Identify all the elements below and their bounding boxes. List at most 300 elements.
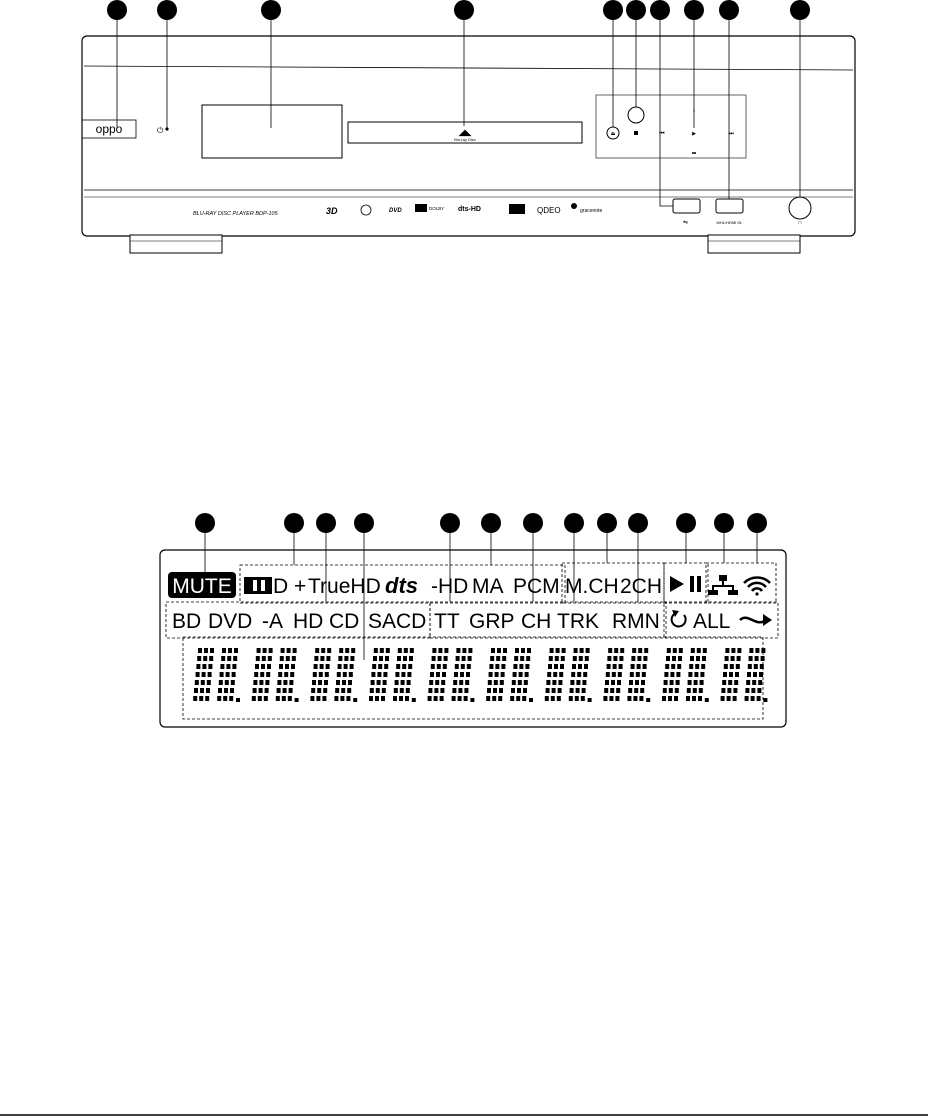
matrix-dot xyxy=(264,696,268,701)
matrix-dot xyxy=(637,664,641,669)
usb-port[interactable] xyxy=(673,199,700,213)
matrix-dot xyxy=(209,656,213,661)
matrix-dot xyxy=(196,672,200,677)
matrix-dot xyxy=(736,664,740,669)
matrix-dot xyxy=(207,680,211,685)
headphone-icon: ∩ xyxy=(797,220,803,226)
matrix-dot xyxy=(511,688,515,693)
matrix-dot xyxy=(643,664,647,669)
matrix-dot xyxy=(576,688,580,693)
matrix-dot xyxy=(289,688,293,693)
matrix-dot xyxy=(376,688,380,693)
matrix-dot xyxy=(751,688,755,693)
matrix-dot xyxy=(314,656,318,661)
matrix-dot xyxy=(382,688,386,693)
matrix-dot xyxy=(373,656,377,661)
matrix-dot xyxy=(730,664,734,669)
matrix-dot xyxy=(570,688,574,693)
matrix-dot xyxy=(400,688,404,693)
matrix-dot xyxy=(520,656,524,661)
matrix-dot xyxy=(619,656,623,661)
matrix-dot xyxy=(311,688,315,693)
matrix-dot xyxy=(230,688,234,693)
matrix-dot xyxy=(287,648,291,653)
matrix-dot xyxy=(604,688,608,693)
matrix-dot xyxy=(735,672,739,677)
matrix-dot xyxy=(198,648,202,653)
matrix-dot xyxy=(384,664,388,669)
matrix-dot xyxy=(746,680,750,685)
matrix-dot xyxy=(678,656,682,661)
matrix-dot xyxy=(227,656,231,661)
matrix-dot xyxy=(586,648,590,653)
matrix-dot xyxy=(322,696,326,701)
matrix-dot xyxy=(760,664,764,669)
matrix-dot xyxy=(628,688,632,693)
matrix-dot xyxy=(278,672,282,677)
matrix-dot xyxy=(344,664,348,669)
matrix-dot xyxy=(664,672,668,677)
eject-icon: ⏏ xyxy=(610,131,616,137)
matrix-dot xyxy=(725,656,729,661)
matrix-dot xyxy=(577,672,581,677)
matrix-dot xyxy=(210,648,214,653)
matrix-dot xyxy=(521,648,525,653)
matrix-dot xyxy=(455,664,459,669)
matrix-dot xyxy=(638,648,642,653)
matrix-dot xyxy=(319,672,323,677)
matrix-dot xyxy=(280,656,284,661)
decimal-dot xyxy=(353,698,357,702)
matrix-dot xyxy=(495,672,499,677)
matrix-dot xyxy=(610,688,614,693)
mute-indicator: MUTE xyxy=(172,575,232,598)
matrix-dot xyxy=(663,688,667,693)
matrix-dot xyxy=(607,664,611,669)
matrix-dot xyxy=(326,664,330,669)
matrix-dot xyxy=(731,648,735,653)
matrix-dot xyxy=(488,680,492,685)
matrix-dot xyxy=(324,680,328,685)
matrix-dot xyxy=(748,664,752,669)
matrix-dot xyxy=(688,672,692,677)
matrix-dot xyxy=(401,672,405,677)
matrix-dot xyxy=(518,680,522,685)
matrix-dot xyxy=(428,688,432,693)
logo-dolby xyxy=(415,204,427,212)
matrix-dot xyxy=(644,648,648,653)
matrix-dot xyxy=(549,656,553,661)
matrix-dot xyxy=(252,696,256,701)
matrix-dot xyxy=(690,656,694,661)
matrix-dot xyxy=(256,656,260,661)
matrix-dot xyxy=(571,672,575,677)
matrix-dot xyxy=(226,672,230,677)
matrix-dot xyxy=(220,664,224,669)
matrix-dot xyxy=(217,696,221,701)
front-display-window xyxy=(202,105,342,158)
matrix-dot xyxy=(555,656,559,661)
matrix-dot xyxy=(432,648,436,653)
matrix-dot xyxy=(670,672,674,677)
matrix-dot xyxy=(265,680,269,685)
matrix-dot xyxy=(434,696,438,701)
matrix-dot xyxy=(493,688,497,693)
multichannel-indicator: M.CH xyxy=(565,575,619,598)
matrix-dot xyxy=(723,672,727,677)
matrix-dot xyxy=(434,688,438,693)
matrix-dot xyxy=(346,696,350,701)
matrix-dot xyxy=(721,688,725,693)
matrix-dot xyxy=(745,688,749,693)
matrix-dot xyxy=(291,664,295,669)
matrix-dot xyxy=(490,656,494,661)
matrix-dot xyxy=(523,688,527,693)
matrix-dot xyxy=(195,680,199,685)
matrix-dot xyxy=(548,664,552,669)
matrix-dot xyxy=(700,680,704,685)
matrix-dot xyxy=(371,672,375,677)
matrix-dot xyxy=(317,688,321,693)
matrix-dot xyxy=(409,656,413,661)
matrix-dot xyxy=(371,680,375,685)
matrix-dot xyxy=(410,648,414,653)
dvd-audio-suffix: -A xyxy=(262,610,283,633)
matrix-dot xyxy=(399,696,403,701)
matrix-dot xyxy=(513,664,517,669)
matrix-dot xyxy=(627,696,631,701)
matrix-dot xyxy=(466,672,470,677)
ma-indicator: MA xyxy=(472,575,504,598)
matrix-dot xyxy=(386,648,390,653)
matrix-dot xyxy=(673,648,677,653)
matrix-dot xyxy=(255,664,259,669)
matrix-dot xyxy=(197,656,201,661)
matrix-dot xyxy=(578,664,582,669)
matrix-dot xyxy=(641,680,645,685)
matrix-dot xyxy=(556,648,560,653)
matrix-dot xyxy=(226,664,230,669)
play-icon[interactable]: ▶ xyxy=(692,131,696,137)
decimal-dot xyxy=(705,698,709,702)
matrix-dot xyxy=(558,688,562,693)
matrix-dot xyxy=(444,648,448,653)
matrix-dot xyxy=(193,696,197,701)
matrix-dot xyxy=(268,656,272,661)
matrix-dot xyxy=(668,696,672,701)
matrix-dot xyxy=(629,680,633,685)
matrix-dot xyxy=(697,648,701,653)
matrix-dot xyxy=(516,696,520,701)
matrix-dot xyxy=(753,672,757,677)
matrix-dot xyxy=(381,696,385,701)
matrix-dot xyxy=(277,680,281,685)
headphone-jack[interactable] xyxy=(789,197,811,219)
matrix-dot xyxy=(501,672,505,677)
matrix-dot xyxy=(456,656,460,661)
next-icon[interactable]: ⏭ xyxy=(728,131,734,137)
matrix-dot xyxy=(725,648,729,653)
matrix-dot xyxy=(208,672,212,677)
matrix-dot xyxy=(465,680,469,685)
matrix-dot xyxy=(383,672,387,677)
decimal-dot xyxy=(763,698,767,702)
matrix-dot xyxy=(569,696,573,701)
matrix-dot xyxy=(282,696,286,701)
matrix-dot xyxy=(222,648,226,653)
matrix-dot xyxy=(576,680,580,685)
matrix-dot xyxy=(560,664,564,669)
matrix-dot xyxy=(757,696,761,701)
matrix-dot xyxy=(611,680,615,685)
brand-logo: oppo xyxy=(95,122,123,136)
matrix-dot xyxy=(259,688,263,693)
matrix-dot xyxy=(269,648,273,653)
matrix-dot xyxy=(405,696,409,701)
matrix-dot xyxy=(721,696,725,701)
matrix-dot xyxy=(345,648,349,653)
matrix-dot xyxy=(336,680,340,685)
matrix-dot xyxy=(318,680,322,685)
matrix-dot xyxy=(558,680,562,685)
matrix-dot xyxy=(438,656,442,661)
matrix-dot xyxy=(581,696,585,701)
matrix-dot xyxy=(200,688,204,693)
matrix-dot xyxy=(694,680,698,685)
matrix-dot xyxy=(686,696,690,701)
matrix-dot xyxy=(669,688,673,693)
matrix-dot xyxy=(208,664,212,669)
matrix-dot xyxy=(383,680,387,685)
matrix-dot xyxy=(513,672,517,677)
matrix-dot xyxy=(267,664,271,669)
matrix-dot xyxy=(202,664,206,669)
matrix-dot xyxy=(573,656,577,661)
matrix-dot xyxy=(408,664,412,669)
matrix-dot xyxy=(262,656,266,661)
matrix-dot xyxy=(458,696,462,701)
matrix-dot xyxy=(286,656,290,661)
matrix-dot xyxy=(614,648,618,653)
matrix-dot xyxy=(640,688,644,693)
matrix-dot xyxy=(751,696,755,701)
matrix-dot xyxy=(372,664,376,669)
matrix-dot xyxy=(196,664,200,669)
matrix-dot xyxy=(552,680,556,685)
matrix-dot xyxy=(462,648,466,653)
matrix-dot xyxy=(761,656,765,661)
pcm-indicator: PCM xyxy=(513,575,560,598)
matrix-dot xyxy=(342,680,346,685)
remaining-indicator: RMN xyxy=(612,610,660,633)
matrix-dot xyxy=(545,696,549,701)
matrix-dot xyxy=(277,688,281,693)
matrix-dot xyxy=(288,696,292,701)
matrix-dot xyxy=(554,664,558,669)
matrix-dot xyxy=(403,656,407,661)
matrix-dot xyxy=(676,672,680,677)
matrix-dot xyxy=(464,688,468,693)
matrix-dot xyxy=(612,672,616,677)
matrix-dot xyxy=(553,672,557,677)
matrix-dot xyxy=(583,672,587,677)
matrix-dot xyxy=(397,656,401,661)
matrix-dot xyxy=(557,696,561,701)
matrix-dot xyxy=(327,648,331,653)
matrix-dot xyxy=(343,672,347,677)
decimal-dot xyxy=(588,698,592,702)
matrix-dot xyxy=(617,680,621,685)
matrix-dot xyxy=(257,648,261,653)
matrix-dot xyxy=(283,680,287,685)
matrix-dot xyxy=(525,664,529,669)
matrix-dot xyxy=(402,664,406,669)
power-button-round[interactable] xyxy=(628,107,644,123)
bluray-logo-text: Blu-ray Disc xyxy=(454,137,476,142)
matrix-dot xyxy=(496,656,500,661)
power-icon[interactable]: ⏻ xyxy=(157,126,164,135)
matrix-dot xyxy=(429,680,433,685)
matrix-dot xyxy=(620,648,624,653)
matrix-dot xyxy=(351,648,355,653)
matrix-dot xyxy=(378,664,382,669)
left-foot xyxy=(130,235,222,253)
matrix-dot xyxy=(639,696,643,701)
matrix-dot xyxy=(701,664,705,669)
matrix-dot xyxy=(754,664,758,669)
matrix-dot xyxy=(467,664,471,669)
matrix-dot xyxy=(494,680,498,685)
matrix-dot xyxy=(396,664,400,669)
stop-icon[interactable] xyxy=(634,131,638,135)
matrix-dot xyxy=(605,680,609,685)
prev-icon[interactable]: ⏮ xyxy=(659,131,665,137)
matrix-dot xyxy=(253,688,257,693)
matrix-dot xyxy=(431,664,435,669)
decimal-dot xyxy=(470,698,474,702)
matrix-dot xyxy=(468,656,472,661)
matrix-dot xyxy=(442,672,446,677)
mhl-hdmi-port[interactable] xyxy=(716,199,743,213)
matrix-dot xyxy=(674,696,678,701)
bluray-logo: ◢◣ xyxy=(458,128,472,137)
matrix-dot xyxy=(406,688,410,693)
matrix-dot xyxy=(585,656,589,661)
matrix-dot xyxy=(698,696,702,701)
matrix-dot xyxy=(338,664,342,669)
matrix-dot xyxy=(666,656,670,661)
matrix-dot xyxy=(289,680,293,685)
matrix-dot xyxy=(579,656,583,661)
matrix-dot xyxy=(618,672,622,677)
matrix-dot xyxy=(752,680,756,685)
matrix-dot xyxy=(758,680,762,685)
matrix-dot xyxy=(491,648,495,653)
matrix-dot xyxy=(582,680,586,685)
matrix-dot xyxy=(486,696,490,701)
matrix-dot xyxy=(501,664,505,669)
matrix-dot xyxy=(745,696,749,701)
matrix-dot xyxy=(498,696,502,701)
matrix-dot xyxy=(642,672,646,677)
cd-indicator: CD xyxy=(329,610,360,633)
matrix-dot xyxy=(727,696,731,701)
matrix-dot xyxy=(749,648,753,653)
matrix-dot xyxy=(326,656,330,661)
matrix-dot xyxy=(636,672,640,677)
matrix-dot xyxy=(456,648,460,653)
matrix-dot xyxy=(321,648,325,653)
matrix-dot xyxy=(562,648,566,653)
matrix-dot xyxy=(672,656,676,661)
matrix-dot xyxy=(203,656,207,661)
decimal-dot xyxy=(295,698,299,702)
matrix-dot xyxy=(461,664,465,669)
matrix-dot xyxy=(233,656,237,661)
matrix-dot xyxy=(757,688,761,693)
matrix-dot xyxy=(675,688,679,693)
matrix-dot xyxy=(693,688,697,693)
matrix-dot xyxy=(731,656,735,661)
matrix-dot xyxy=(728,680,732,685)
matrix-dot xyxy=(395,680,399,685)
logo-gracenote xyxy=(571,203,577,209)
matrix-dot xyxy=(407,672,411,677)
matrix-dot xyxy=(337,672,341,677)
matrix-dot xyxy=(284,672,288,677)
hd-suffix-indicator: -HD xyxy=(431,575,469,598)
matrix-dot xyxy=(497,648,501,653)
matrix-dot xyxy=(202,672,206,677)
matrix-dot xyxy=(519,664,523,669)
matrix-dot xyxy=(689,664,693,669)
matrix-dot xyxy=(630,672,634,677)
matrix-dot xyxy=(522,696,526,701)
matrix-dot xyxy=(489,672,493,677)
matrix-dot xyxy=(194,688,198,693)
matrix-dot xyxy=(502,656,506,661)
logo-dvd: DVD xyxy=(389,208,402,214)
model-label: BLU-RAY DISC PLAYER BDP-105 xyxy=(193,211,278,217)
matrix-dot xyxy=(665,664,669,669)
matrix-dot xyxy=(347,688,351,693)
matrix-dot xyxy=(334,696,338,701)
truehd-indicator: TrueHD xyxy=(308,575,381,598)
matrix-dot xyxy=(524,680,528,685)
logo-qdeo: QDEO xyxy=(537,206,561,215)
matrix-dot xyxy=(580,648,584,653)
repeat-all-indicator: ALL xyxy=(693,610,731,633)
matrix-dot xyxy=(437,664,441,669)
matrix-dot xyxy=(700,672,704,677)
matrix-dot xyxy=(570,680,574,685)
right-foot xyxy=(708,235,800,253)
matrix-dot xyxy=(320,656,324,661)
usb-icon: ⇋ xyxy=(683,220,689,226)
matrix-dot xyxy=(266,672,270,677)
matrix-dot xyxy=(495,664,499,669)
matrix-dot xyxy=(572,664,576,669)
matrix-dot xyxy=(574,648,578,653)
matrix-dot xyxy=(201,680,205,685)
dolby-digital-logo xyxy=(244,577,272,594)
matrix-dot xyxy=(755,656,759,661)
matrix-dot xyxy=(662,696,666,701)
matrix-dot xyxy=(694,672,698,677)
matrix-dot xyxy=(314,664,318,669)
matrix-dot xyxy=(285,664,289,669)
matrix-dot xyxy=(393,696,397,701)
